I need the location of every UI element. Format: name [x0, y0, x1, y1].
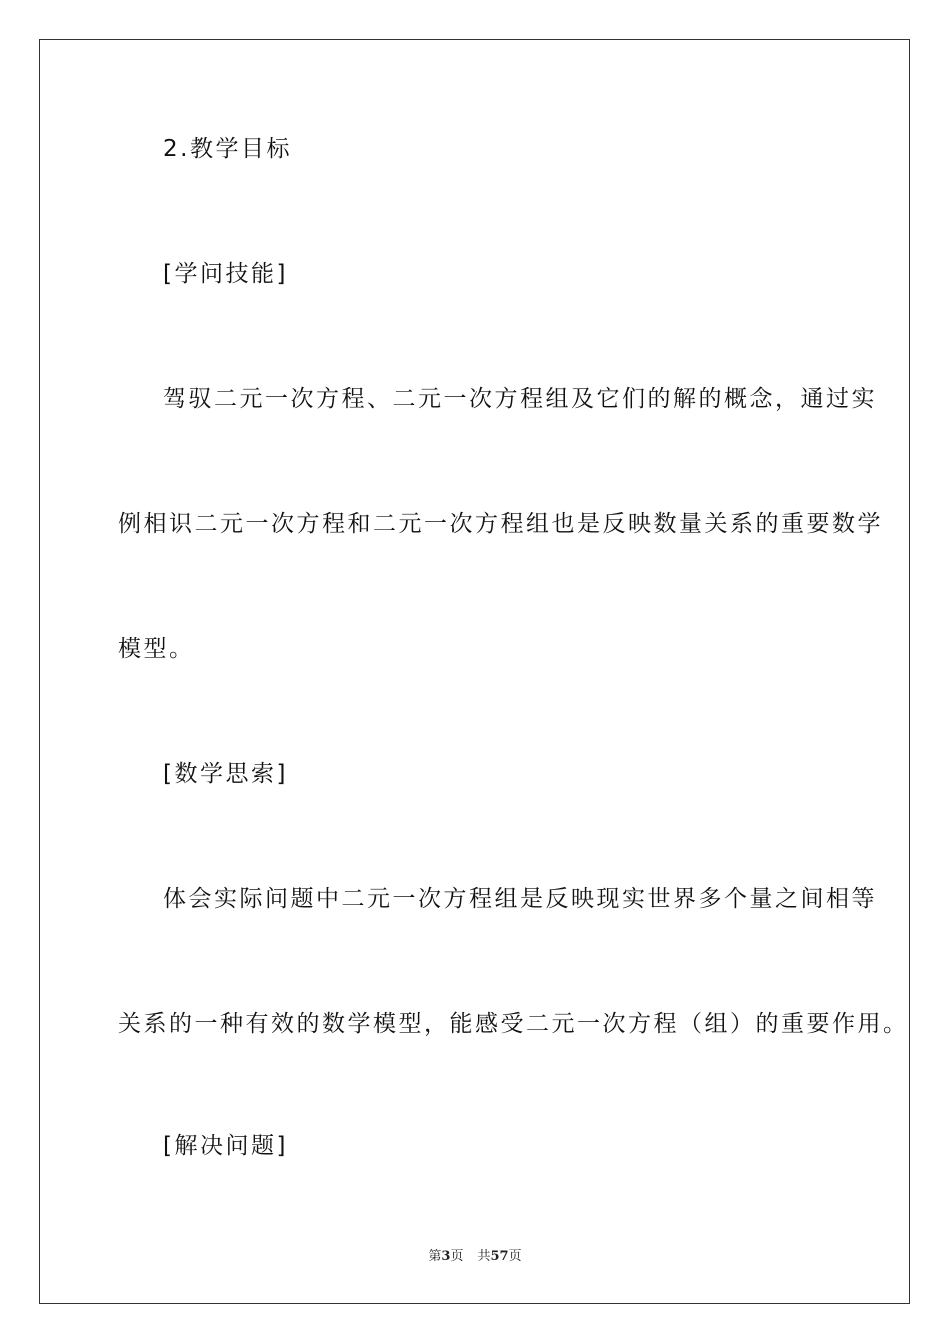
total-pages: 57: [490, 1249, 509, 1264]
page-border: [39, 39, 910, 1304]
paragraph-line: 例相识二元一次方程和二元一次方程组也是反映数量关系的重要数学: [118, 511, 883, 537]
subsection-problem-solving: [解决问题]: [163, 1133, 288, 1159]
page-prefix: 第: [428, 1249, 442, 1264]
subsection-math-thinking: [数学思索]: [163, 761, 288, 787]
paragraph-line: 驾驭二元一次方程、二元一次方程组及它们的解的概念，通过实: [163, 386, 877, 412]
page-number: 3: [441, 1249, 451, 1264]
page-suffix: 页: [450, 1249, 464, 1264]
paragraph-line: 模型。: [118, 636, 195, 662]
section-heading: 2.教学目标: [163, 136, 292, 162]
subsection-knowledge-skills: [学问技能]: [163, 261, 288, 287]
total-prefix: 共: [477, 1249, 491, 1264]
paragraph-line: 关系的一种有效的数学模型，能感受二元一次方程（组）的重要作用。: [118, 1011, 909, 1037]
page-footer: [0, 1247, 950, 1267]
total-suffix: 页: [508, 1249, 522, 1264]
paragraph-line: 体会实际问题中二元一次方程组是反映现实世界多个量之间相等: [163, 886, 877, 912]
